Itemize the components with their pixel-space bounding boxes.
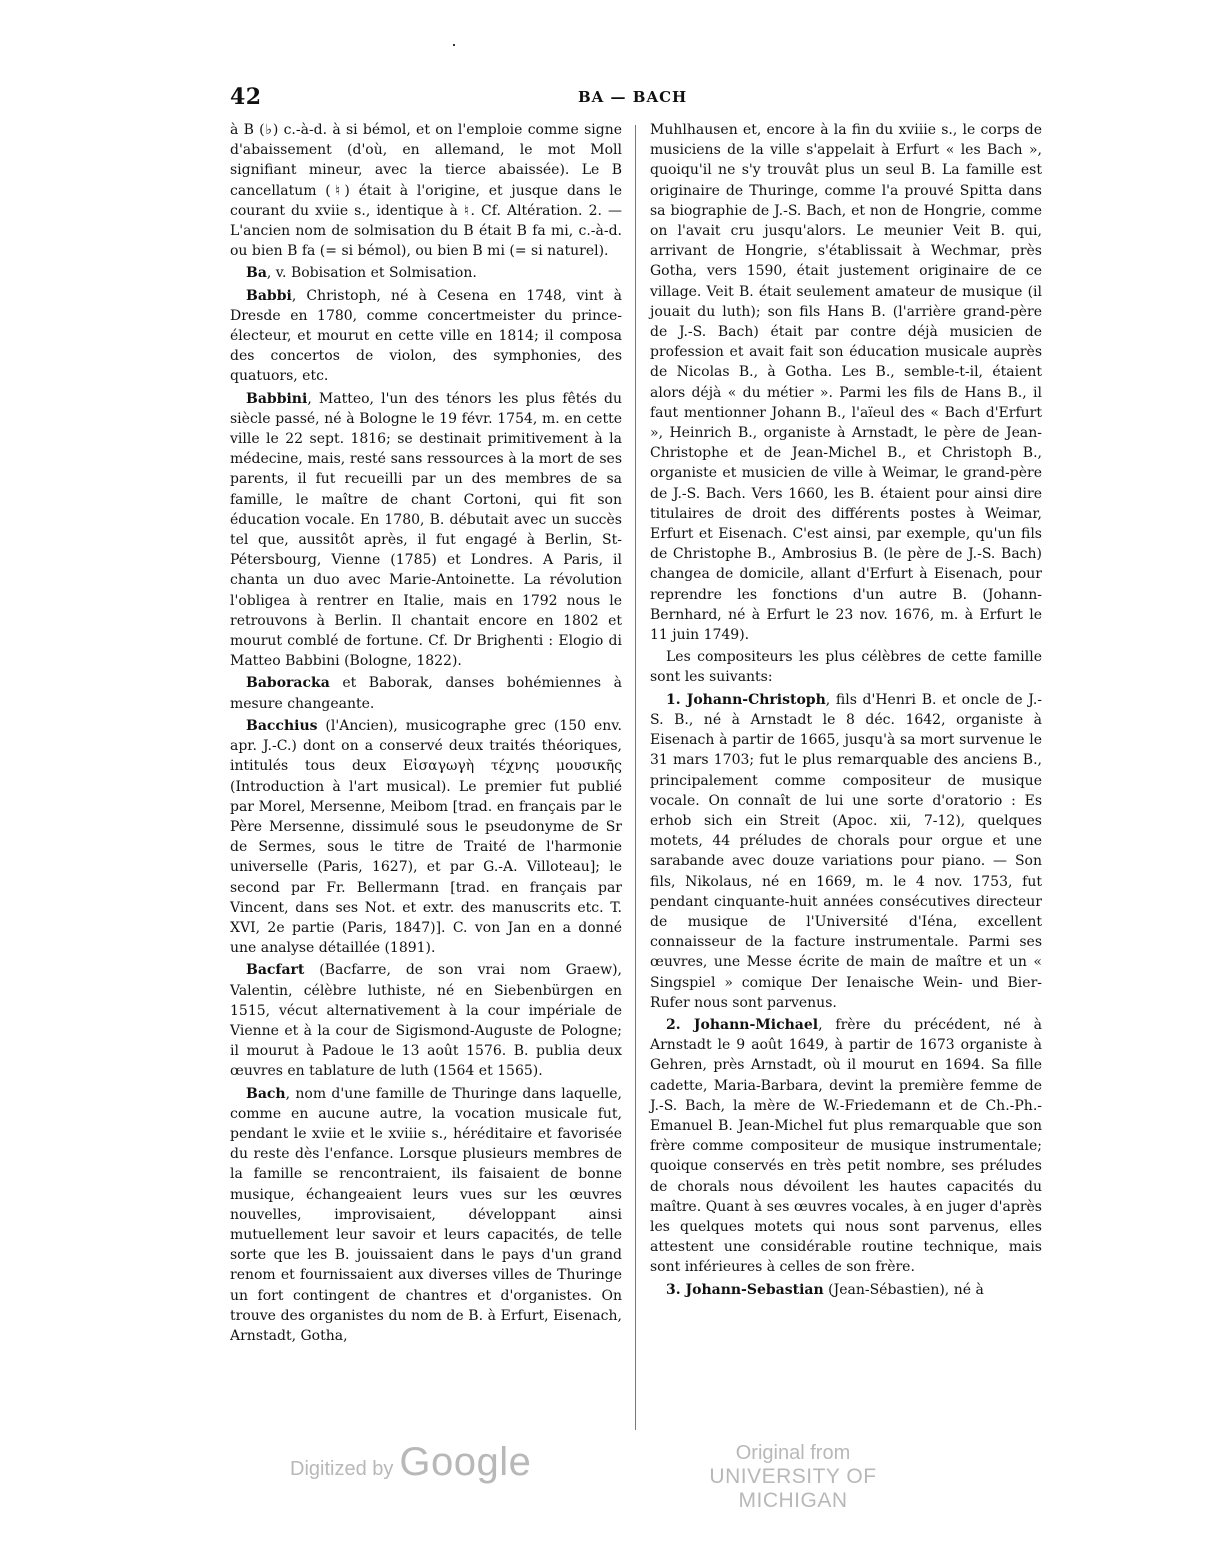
entry-headword: Bach [246,1085,286,1102]
entry-paragraph: Babbini, Matteo, l'un des ténors les plus fêtés du siècle passé, né à Bologne le 19 févr. 1754, m. en cette ville le 22 sept. 1816; se destinait primitivement à la médecine, mais, resté sans ressources à la mort de ses parents, il fut recueilli par un des membres de sa famille, le maître de chant Cortoni, qui fit son éducation vocale. En 1780, B. débutait avec un succès tel que, aussitôt après, il fut engagé à Berlin, St-Pétersbourg, Vienne (1785) et Londres. A Paris, il chanta un duo avec Marie-Antoinette. La révolution l'obligea à rentrer en Italie, mais en 1792 nous le retrouvons à Berlin. Il chantait encore en 1802 et mourut comblé de fortune. Cf. Dr Brighenti : Elogio di Matteo Babbini (Bologne, 1822). [230,390,622,670]
scan-speck [453,44,455,46]
entry-headword: Bacchius [246,717,318,734]
entry-paragraph: 1. Johann-Christoph, fils d'Henri B. et oncle de J.-S. B., né à Arnstadt le 8 déc. 1642, organiste à Eisenach à partir de 1665, jusqu'à sa mort survenue le 31 mars 1703; fut le plus remarquable des anciens B., principalement comme compositeur de musique vocale. On connaît de lui une sorte d'oratorio : Es erhob sich ein Streit (Apoc. xii, 7-12), quelques motets, 44 préludes de chorals pour orgue et une sarabande avec douze variations pour piano. — Son fils, Nikolaus, né en 1669, m. le 4 nov. 1753, fut pendant cinquante-huit années consécutives directeur de musique de l'Université d'Iéna, excellent connaisseur de la facture instrumentale. Parmi ses œuvres, une Messe écrite de main de maître et un « Singspiel » comique Der Ienaische Wein- und Bier-Rufer nous sont parvenus. [650,691,1042,1011]
entry-paragraph: Muhlhausen et, encore à la fin du xviiie s., le corps de musiciens de la ville s'appelait à Erfurt « les Bach », quoiqu'il ne s'y trouvât plus un seul B. La famille est originaire de Thuringe, comme l'a prouvé Spitta dans sa biographie de J.-S. Bach, et non de Hongrie, comme on l'avait cru jusqu'alors. Le meunier Veit B. qui, arrivant de Hongrie, s'établissait à Wechmar, près Gotha, vers 1590, était justement originaire de ce village. Veit B. était seulement amateur de musique (il jouait du luth); son fils Hans B. (l'arrière grand-père de J.-S. Bach) était par contre déjà musicien de profession et avait fait son éducation musicale auprès de Nicolas B., à Gotha. Les B., semble-t-il, étaient alors déjà « du métier ». Parmi les fils de Hans B., il faut mentionner Johann B., l'aïeul des « Bach d'Erfurt », Heinrich B., organiste à Arnstadt, le père de Jean-Christophe et de Jean-Michel B., et Christoph B., organiste et musicien de ville à Weimar, le grand-père de J.-S. Bach. Vers 1660, les B. étaient pour ainsi dire titulaires de droit des différents postes à Weimar, Erfurt et Eisenach. C'est ainsi, par exemple, qu'un fils de Christophe B., Ambrosius B. (le père de J.-S. Bach) changea de domicile, allant d'Erfurt à Eisenach, pour reprendre les fonctions d'un autre B. (Johann-Bernhard, né à Erfurt le 23 nov. 1676, m. à Erfurt le 11 juin 1749). [650,122,1042,644]
entry-paragraph: Bach, nom d'une famille de Thuringe dans laquelle, comme en aucune autre, la vocation musicale fut, pendant le xviie et le xviiie s., héréditaire et favorisée du reste dès l'enfance. Lorsque plusieurs membres de la famille se rencontraient, ils faisaient de bonne musique, échangeaient leurs vues sur les œuvres nouvelles, improvisaient, développant ainsi mutuellement leur savoir et leurs capacités, de telle sorte que les B. jouissaient dans le pays d'un grand renom et fournissaient aux diverses villes de Thuringe un fort contingent de chantres et d'organistes. On trouve des organistes du nom de B. à Erfurt, Eisenach, Arnstadt, Gotha, [230,1085,622,1344]
column-divider [635,125,636,1430]
entry-paragraph: Bacfart (Bacfarre, de son vrai nom Graew), Valentin, célèbre luthiste, né en Siebenbürgen en 1515, vécut alternativement à la cour impériale de Vienne et à la cour de Sigismond-Auguste de Pologne; il mourut à Padoue le 13 août 1576. B. publia deux œuvres en tablature de luth (1564 et 1565). [230,962,622,1080]
google-logo: Google [399,1440,532,1484]
right-column [650,120,1042,1302]
running-head: BA — BACH [578,88,688,106]
entry-paragraph: Les compositeurs les plus célèbres de cette famille sont les suivants: [650,649,1042,686]
entry-paragraph: Ba, v. Bobisation et Solmisation. [246,265,477,282]
digitized-by-watermark [290,1440,531,1485]
entry-paragraph: à B (♭) c.-à-d. à si bémol, et on l'emploie comme signe d'abaissement (d'où, en allemand, le mot Moll signifiant mineur, avec la tierce abaissée). Le B cancellatum (♮) était à l'origine, et jusque dans le courant du xviie s., identique à ♮. Cf. Altération. 2. — L'ancien nom de solmisation du B était B fa mi, c.-à-d. ou bien B fa (= si bémol), ou bien B mi (= si naturel). [230,122,622,260]
entry-headword: Bacfart [246,962,305,979]
original-from-label: Original from [735,1442,851,1464]
digitized-prefix: Digitized by [290,1458,394,1480]
entry-headword: 1. Johann-Christoph [666,691,826,708]
entry-headword: Ba [246,265,267,282]
page-number: 42 [230,84,262,110]
entry-paragraph: Baboracka et Baborak, danses bohémiennes à mesure changeante. [230,675,622,712]
entry-paragraph: 2. Johann-Michael, frère du précédent, né à Arnstadt le 9 août 1649, à partir de 1673 organiste à Gehren, près Arnstadt, où il mourut en 1694. Sa fille cadette, Maria-Barbara, devint la première femme de J.-S. Bach, la mère de W.-Friedemann et de Ch.-Ph.-Emanuel B. Jean-Michel fut plus remarquable que son frère comme compositeur de musique instrumentale; quoique conservés en très petit nombre, ses préludes de chorals nous dévoilent les hautes capacités du maître. Quant à ses œuvres vocales, à en juger d'après les quelques motets qui nous sont parvenus, elles attestent une considérable routine technique, mais sont inférieures à celles de son frère. [650,1016,1042,1276]
entry-headword: 2. Johann-Michael [666,1016,819,1033]
entry-paragraph: Babbi, Christoph, né à Cesena en 1748, vint à Dresde en 1780, comme concertmeister du prince-électeur, et mourut en cette ville en 1814; il composa des concertos de violon, des symphonies, des quatuors, etc. [230,287,622,385]
entry-headword: 3. Johann-Sebastian [666,1281,824,1298]
entry-headword: Babbini [246,390,308,407]
left-column [230,120,622,1348]
original-from-watermark [668,1442,918,1513]
entry-paragraph: Bacchius (l'Ancien), musicographe grec (150 env. apr. J.-C.) dont on a conservé deux traités théoriques, intitulés tous deux Εἰσαγωγὴ τέχνης μουσικῆς (Introduction à l'art musical). Le premier fut publié par Morel, Mersenne, Meibom [trad. en français par le Père Mersenne, dissimulé sous le pseudonyme de Sr de Sermes, sous le titre de Traité de l'harmonie universelle (Paris, 1627), et par G.-A. Villoteau]; le second par Fr. Bellermann [trad. en français par Vincent, dans ses Not. et extr. des manuscrits etc. T. XVI, 2e partie (Paris, 1847)]. C. von Jan en a donné une analyse détaillée (1891). [230,717,622,957]
university-label: UNIVERSITY OF MICHIGAN [709,1465,877,1512]
entry-headword: Baboracka [246,675,330,692]
entry-paragraph: 3. Johann-Sebastian (Jean-Sébastien), né à [666,1281,984,1298]
entry-headword: Babbi [246,287,292,304]
